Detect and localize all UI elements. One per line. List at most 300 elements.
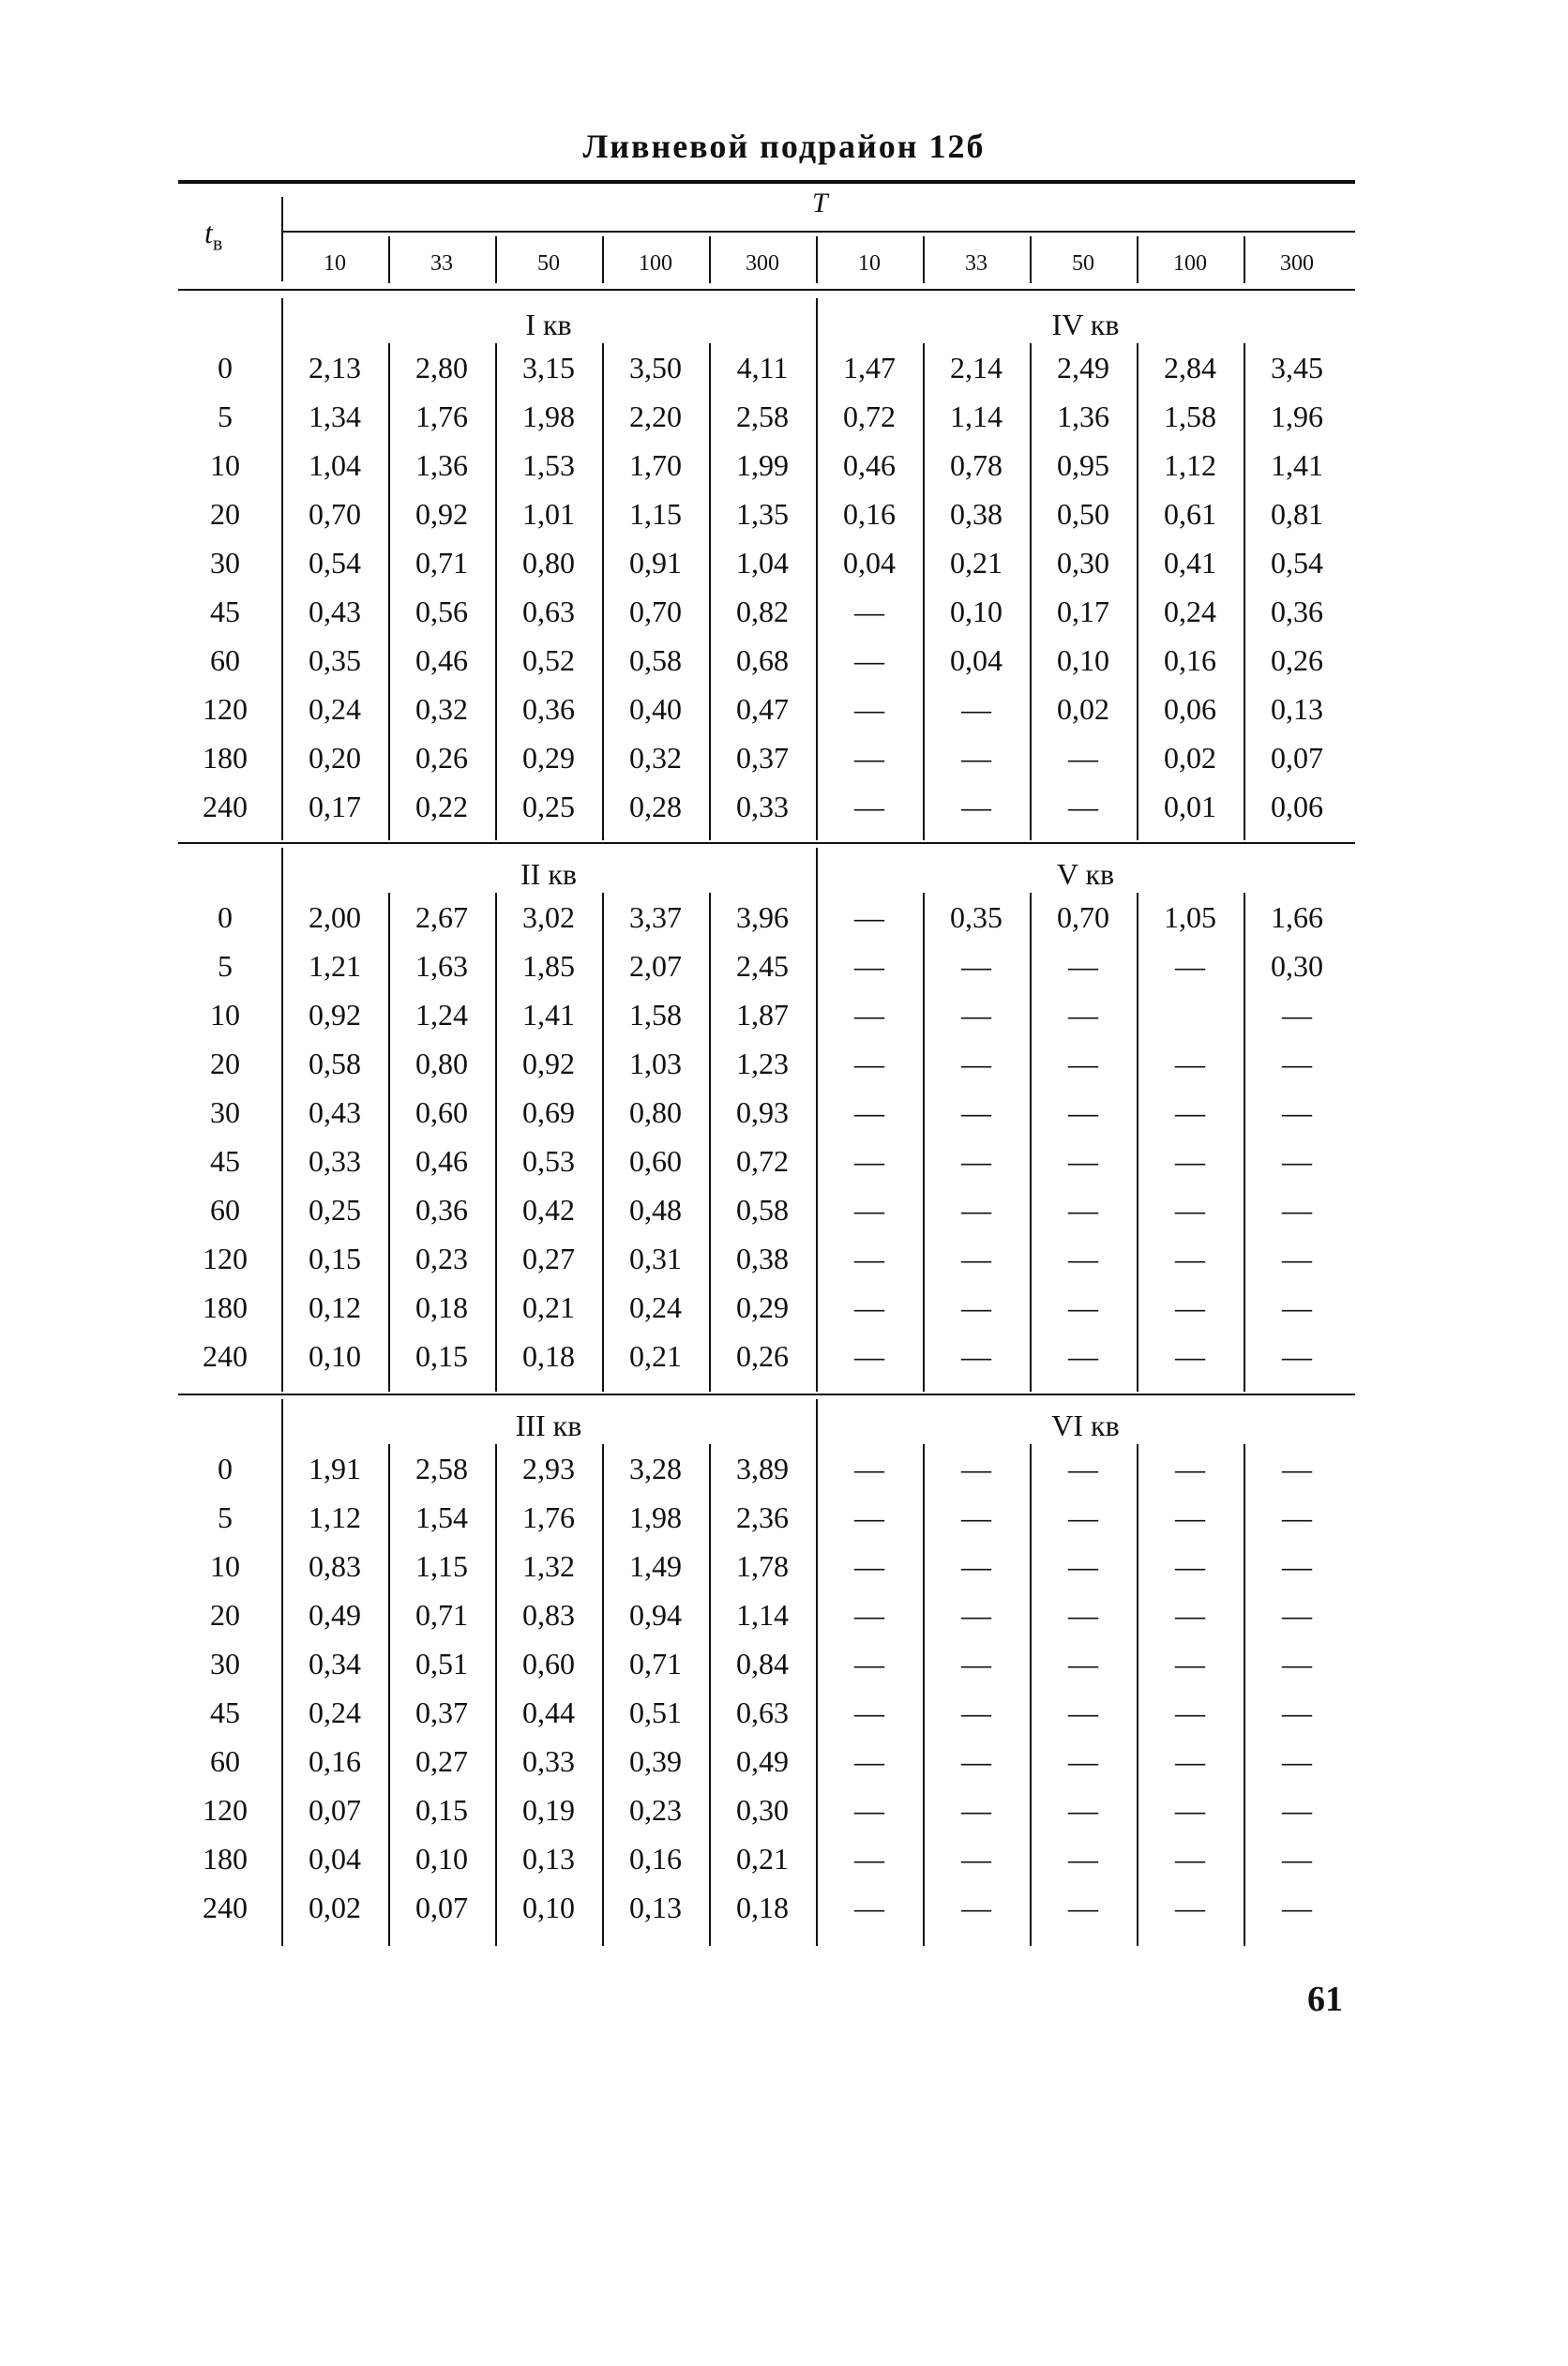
table-cell: 1,05 <box>1164 900 1216 934</box>
table-cell: — <box>1175 1598 1205 1632</box>
table-cell: 0,19 <box>522 1793 575 1827</box>
table-cell: 0,29 <box>522 741 575 775</box>
table-cell: — <box>961 741 991 775</box>
table-cell: 0,44 <box>522 1695 575 1729</box>
table-cell: — <box>961 1744 991 1778</box>
table-cell: 0,47 <box>736 692 789 726</box>
table-cell: 1,76 <box>415 399 468 433</box>
header-col-rule <box>816 236 818 283</box>
table-cell: — <box>854 1290 884 1324</box>
table-cell: 0,50 <box>1057 497 1109 531</box>
table-cell: — <box>854 741 884 775</box>
table-cell: 2,00 <box>309 900 361 934</box>
table-cell: 0,41 <box>1164 546 1216 580</box>
table-cell: — <box>854 1193 884 1227</box>
table-cell: 3,89 <box>736 1452 789 1485</box>
table-cell: 0,02 <box>1164 741 1216 775</box>
table-cell: 0,13 <box>629 1891 682 1924</box>
table-cell: 2,80 <box>415 351 468 384</box>
table-cell: 0,28 <box>629 790 682 823</box>
table-cell: 0,39 <box>629 1744 682 1778</box>
table-cell: — <box>1068 998 1098 1032</box>
table-cell: — <box>854 1891 884 1924</box>
table-cell: 0,06 <box>1271 790 1323 823</box>
table-cell: 3,45 <box>1271 351 1323 384</box>
table-cell: — <box>1068 1144 1098 1178</box>
table-cell: 0,91 <box>629 546 682 580</box>
table-cell: 0,80 <box>629 1095 682 1129</box>
table-cell: 0,69 <box>522 1095 575 1129</box>
table-cell: 0,68 <box>736 643 789 677</box>
table-cell: 1,15 <box>629 497 682 531</box>
table-cell: 0,21 <box>950 546 1003 580</box>
table-cell: 0,43 <box>309 1095 361 1129</box>
T-value-header: 300 <box>1280 251 1314 276</box>
table-cell: — <box>1068 1744 1098 1778</box>
table-cell: — <box>1282 1144 1312 1178</box>
table-cell: 1,96 <box>1271 399 1323 433</box>
row-t-value: 240 <box>203 790 248 823</box>
table-cell: — <box>1282 1891 1312 1924</box>
table-cell: — <box>854 1647 884 1680</box>
page-title: Ливневой подрайон 12б <box>582 128 986 165</box>
table-cell: 0,95 <box>1057 448 1109 482</box>
table-cell: — <box>854 949 884 983</box>
table-cell: 0,18 <box>736 1891 789 1924</box>
row-t-value: 10 <box>210 448 240 482</box>
table-cell: — <box>854 1695 884 1729</box>
table-cell: 2,14 <box>950 351 1003 384</box>
table-cell: 3,96 <box>736 900 789 934</box>
table-cell: 0,31 <box>629 1242 682 1275</box>
table-cell: — <box>1068 1647 1098 1680</box>
table-cell: 0,56 <box>415 595 468 628</box>
table-cell: — <box>961 1842 991 1876</box>
table-cell: — <box>961 998 991 1032</box>
table-cell: 1,87 <box>736 998 789 1032</box>
table-cell: — <box>961 1452 991 1485</box>
row-t-value: 10 <box>210 998 240 1032</box>
table-cell: 0,94 <box>629 1598 682 1632</box>
table-cell: — <box>961 1095 991 1129</box>
table-cell: 0,30 <box>736 1793 789 1827</box>
row-t-value: 180 <box>203 741 248 775</box>
table-cell: 0,32 <box>415 692 468 726</box>
block-separator-rule <box>178 842 1355 844</box>
table-cell: 0,27 <box>415 1744 468 1778</box>
table-cell: — <box>1175 1549 1205 1583</box>
table-cell: 0,60 <box>629 1144 682 1178</box>
table-cell: 0,46 <box>415 1144 468 1178</box>
table-cell: — <box>1175 949 1205 983</box>
table-cell: — <box>854 692 884 726</box>
table-cell: 0,63 <box>736 1695 789 1729</box>
table-cell: — <box>1068 1695 1098 1729</box>
table-cell: 0,34 <box>309 1647 361 1680</box>
table-cell: — <box>1175 1242 1205 1275</box>
table-cell: 0,10 <box>309 1339 361 1373</box>
table-cell: 0,26 <box>736 1339 789 1373</box>
table-cell: 0,51 <box>629 1695 682 1729</box>
table-cell: — <box>961 1290 991 1324</box>
table-cell: 1,04 <box>736 546 789 580</box>
table-cell: 0,36 <box>522 692 575 726</box>
table-cell: 3,02 <box>522 900 575 934</box>
table-cell: 0,16 <box>629 1842 682 1876</box>
row-t-value: 240 <box>203 1891 248 1924</box>
T-value-header: 33 <box>430 251 453 276</box>
table-cell: — <box>961 1339 991 1373</box>
table-cell: 0,25 <box>309 1193 361 1227</box>
header-bottom-rule <box>178 289 1355 291</box>
section-title-left: I кв <box>525 308 572 341</box>
header-col-rule <box>495 236 497 283</box>
T-value-header: 33 <box>965 251 988 276</box>
table-cell: 0,17 <box>1057 595 1109 628</box>
table-cell: 2,49 <box>1057 351 1109 384</box>
row-t-value: 240 <box>203 1339 248 1373</box>
table-cell: 0,60 <box>415 1095 468 1129</box>
table-cell: — <box>961 1793 991 1827</box>
row-t-value: 120 <box>203 692 248 726</box>
table-cell: — <box>1175 1290 1205 1324</box>
table-cell: 0,26 <box>415 741 468 775</box>
table-cell: 0,49 <box>736 1744 789 1778</box>
table-cell: — <box>1282 1500 1312 1534</box>
table-cell: 0,12 <box>309 1290 361 1324</box>
row-t-value: 60 <box>210 1744 240 1778</box>
table-cell: 1,14 <box>736 1598 789 1632</box>
table-cell: 0,29 <box>736 1290 789 1324</box>
table-cell: 0,22 <box>415 790 468 823</box>
table-cell: 3,37 <box>629 900 682 934</box>
table-cell: 0,43 <box>309 595 361 628</box>
table-cell: 1,47 <box>843 351 896 384</box>
table-cell: 1,53 <box>522 448 575 482</box>
table-cell: — <box>961 1193 991 1227</box>
row-t-value: 45 <box>210 1144 240 1178</box>
table-cell: — <box>1282 1695 1312 1729</box>
table-cell: — <box>1068 949 1098 983</box>
table-cell: — <box>1068 1793 1098 1827</box>
table-cell: — <box>854 998 884 1032</box>
table-cell: 1,36 <box>415 448 468 482</box>
table-cell: 0,27 <box>522 1242 575 1275</box>
table-cell: 0,40 <box>629 692 682 726</box>
table-cell: 0,54 <box>309 546 361 580</box>
table-cell: 0,54 <box>1271 546 1323 580</box>
table-cell: — <box>854 1242 884 1275</box>
table-cell: — <box>1175 1744 1205 1778</box>
table-cell: 0,24 <box>629 1290 682 1324</box>
row-t-value: 20 <box>210 1598 240 1632</box>
table-cell: 0,07 <box>1271 741 1323 775</box>
table-cell: 0,37 <box>736 741 789 775</box>
table-cell: 0,37 <box>415 1695 468 1729</box>
table-cell: 0,80 <box>415 1047 468 1080</box>
table-cell: — <box>1175 1339 1205 1373</box>
table-cell: 0,23 <box>415 1242 468 1275</box>
table-cell: 0,04 <box>309 1842 361 1876</box>
table-cell: — <box>1175 1647 1205 1680</box>
table-cell: 0,46 <box>415 643 468 677</box>
section-title-right: V кв <box>1056 857 1115 891</box>
table-cell: 0,36 <box>415 1193 468 1227</box>
table-cell: 0,51 <box>415 1647 468 1680</box>
table-cell: 4,11 <box>736 351 789 384</box>
table-cell: 0,33 <box>522 1744 575 1778</box>
table-cell: 1,35 <box>736 497 789 531</box>
table-cell: — <box>854 1744 884 1778</box>
table-cell: — <box>961 790 991 823</box>
row-t-value: 45 <box>210 595 240 628</box>
table-cell: 0,80 <box>522 546 575 580</box>
table-cell: 0,32 <box>629 741 682 775</box>
table-cell: 0,38 <box>950 497 1003 531</box>
table-cell: — <box>1175 1793 1205 1827</box>
table-cell: — <box>961 1500 991 1534</box>
table-cell: 0,61 <box>1164 497 1216 531</box>
header-col-rule <box>923 236 925 283</box>
table-cell: 0,36 <box>1271 595 1323 628</box>
table-cell: 1,03 <box>629 1047 682 1080</box>
table-cell: — <box>1068 1193 1098 1227</box>
table-cell: 0,15 <box>309 1242 361 1275</box>
table-cell: 1,54 <box>415 1500 468 1534</box>
table-cell: 1,49 <box>629 1549 682 1583</box>
table-cell: 2,36 <box>736 1500 789 1534</box>
table-cell: 3,28 <box>629 1452 682 1485</box>
table-cell: 2,20 <box>629 399 682 433</box>
table-cell: 0,71 <box>415 1598 468 1632</box>
table-cell: 0,18 <box>415 1290 468 1324</box>
T-value-header: 50 <box>1072 251 1094 276</box>
table-cell: 1,70 <box>629 448 682 482</box>
table-cell: 0,04 <box>843 546 896 580</box>
table-cell: 0,21 <box>736 1842 789 1876</box>
table-cell: — <box>854 643 884 677</box>
table-cell: 0,52 <box>522 643 575 677</box>
table-cell: 0,53 <box>522 1144 575 1178</box>
table-cell: 0,48 <box>629 1193 682 1227</box>
page-number: 61 <box>1307 1980 1343 2019</box>
row-t-value: 0 <box>218 900 233 934</box>
row-t-value: 0 <box>218 1452 233 1485</box>
table-cell: 0,16 <box>1164 643 1216 677</box>
table-cell: — <box>854 900 884 934</box>
table-cell: — <box>961 949 991 983</box>
table-cell: — <box>1175 1842 1205 1876</box>
table-cell: — <box>1068 1842 1098 1876</box>
table-cell: — <box>961 1647 991 1680</box>
table-top-rule <box>178 180 1355 184</box>
T-value-header: 10 <box>324 251 346 276</box>
table-cell: — <box>1282 1793 1312 1827</box>
table-cell: 0,71 <box>629 1647 682 1680</box>
table-cell: 0,21 <box>629 1339 682 1373</box>
T-value-header: 50 <box>537 251 560 276</box>
table-cell: 2,45 <box>736 949 789 983</box>
table-cell: — <box>1282 1842 1312 1876</box>
table-cell: 0,33 <box>736 790 789 823</box>
table-cell: 2,13 <box>309 351 361 384</box>
table-cell: — <box>1282 1598 1312 1632</box>
table-cell: 1,36 <box>1057 399 1109 433</box>
table-cell: 0,21 <box>522 1290 575 1324</box>
table-cell: 0,15 <box>415 1793 468 1827</box>
table-cell: 1,85 <box>522 949 575 983</box>
table-cell: — <box>1068 1598 1098 1632</box>
table-cell: 0,30 <box>1057 546 1109 580</box>
row-label-header <box>204 214 222 262</box>
table-cell: — <box>854 1095 884 1129</box>
row-t-value: 30 <box>210 1095 240 1129</box>
table-cell: 0,10 <box>950 595 1003 628</box>
table-cell: 1,98 <box>522 399 575 433</box>
table-cell: 0,13 <box>522 1842 575 1876</box>
table-cell: 0,16 <box>309 1744 361 1778</box>
row-t-value: 180 <box>203 1842 248 1876</box>
block-separator-rule <box>178 1394 1355 1395</box>
group-label-header: T <box>812 188 828 219</box>
table-cell: 0,25 <box>522 790 575 823</box>
row-t-value: 0 <box>218 351 233 384</box>
table-cell: 1,04 <box>309 448 361 482</box>
table-cell: 1,32 <box>522 1549 575 1583</box>
table-cell: 1,58 <box>629 998 682 1032</box>
table-cell: 1,23 <box>736 1047 789 1080</box>
table-cell: 1,41 <box>522 998 575 1032</box>
table-cell: 3,50 <box>629 351 682 384</box>
row-t-value: 60 <box>210 643 240 677</box>
table-cell: 0,10 <box>415 1842 468 1876</box>
row-t-value: 120 <box>203 1793 248 1827</box>
table-cell: 1,15 <box>415 1549 468 1583</box>
row-t-value: 10 <box>210 1549 240 1583</box>
header-col-rule <box>1244 236 1245 283</box>
table-cell: — <box>1175 1047 1205 1080</box>
table-cell: 0,16 <box>843 497 896 531</box>
table-cell: — <box>1068 1549 1098 1583</box>
table-cell: — <box>1068 1452 1098 1485</box>
header-col-rule <box>602 236 604 283</box>
table-cell: — <box>961 692 991 726</box>
table-cell: — <box>1282 1290 1312 1324</box>
table-cell: — <box>1282 1647 1312 1680</box>
table-cell: — <box>1282 1744 1312 1778</box>
table-cell: 0,70 <box>1057 900 1109 934</box>
table-cell: 0,63 <box>522 595 575 628</box>
table-cell: — <box>1175 1452 1205 1485</box>
table-cell: 0,24 <box>1164 595 1216 628</box>
table-cell: 1,98 <box>629 1500 682 1534</box>
row-t-value: 5 <box>218 949 233 983</box>
table-cell: — <box>1068 741 1098 775</box>
table-cell: — <box>1068 1500 1098 1534</box>
table-cell: — <box>1282 1095 1312 1129</box>
row-t-value: 45 <box>210 1695 240 1729</box>
table-cell: — <box>854 1500 884 1534</box>
table-cell: 0,35 <box>950 900 1003 934</box>
table-cell: — <box>854 1144 884 1178</box>
table-cell: — <box>1068 1047 1098 1080</box>
table-cell: — <box>1282 1193 1312 1227</box>
table-cell: 0,38 <box>736 1242 789 1275</box>
table-cell: 0,02 <box>309 1891 361 1924</box>
header-col-rule <box>1137 236 1138 283</box>
row-t-value: 180 <box>203 1290 248 1324</box>
row-label-sub: в <box>212 231 223 255</box>
table-cell: 0,70 <box>309 497 361 531</box>
table-cell: — <box>854 1452 884 1485</box>
table-cell: — <box>961 1549 991 1583</box>
table-cell: 0,42 <box>522 1193 575 1227</box>
table-cell: — <box>854 1339 884 1373</box>
row-t-value: 30 <box>210 546 240 580</box>
table-cell: 0,26 <box>1271 643 1323 677</box>
table-cell: — <box>961 1598 991 1632</box>
table-cell: 0,82 <box>736 595 789 628</box>
T-value-header: 10 <box>858 251 881 276</box>
table-cell: — <box>1068 1095 1098 1129</box>
table-cell: 3,15 <box>522 351 575 384</box>
table-cell: — <box>1175 1144 1205 1178</box>
table-cell: 1,41 <box>1271 448 1323 482</box>
table-cell: 1,78 <box>736 1549 789 1583</box>
table-cell: 0,84 <box>736 1647 789 1680</box>
table-cell: — <box>854 1793 884 1827</box>
header-col-rule <box>709 236 711 283</box>
table-cell: — <box>1282 1549 1312 1583</box>
table-cell: — <box>1175 1891 1205 1924</box>
table-cell: 0,92 <box>522 1047 575 1080</box>
table-cell: 0,92 <box>415 497 468 531</box>
section-title-left: III кв <box>515 1409 582 1442</box>
table-cell: 1,76 <box>522 1500 575 1534</box>
table-cell: 0,04 <box>950 643 1003 677</box>
row-t-value: 20 <box>210 497 240 531</box>
table-cell: 0,70 <box>629 595 682 628</box>
table-cell: — <box>1068 1339 1098 1373</box>
table-cell: 0,33 <box>309 1144 361 1178</box>
T-value-header: 300 <box>746 251 779 276</box>
table-cell: 0,17 <box>309 790 361 823</box>
table-cell: 0,10 <box>522 1891 575 1924</box>
table-cell: 0,71 <box>415 546 468 580</box>
table-cell: 2,67 <box>415 900 468 934</box>
table-cell: 1,24 <box>415 998 468 1032</box>
table-cell: 2,84 <box>1164 351 1216 384</box>
table-cell: — <box>1282 1047 1312 1080</box>
table-cell: 0,13 <box>1271 692 1323 726</box>
table-cell: 0,58 <box>629 643 682 677</box>
table-cell: 0,23 <box>629 1793 682 1827</box>
table-cell: 0,30 <box>1271 949 1323 983</box>
table-cell: 0,83 <box>309 1549 361 1583</box>
table-cell: — <box>854 1842 884 1876</box>
row-t-value: 5 <box>218 399 233 433</box>
table-cell: 0,20 <box>309 741 361 775</box>
header-col-rule <box>1030 236 1032 283</box>
table-cell: 0,24 <box>309 1695 361 1729</box>
table-cell: 1,91 <box>309 1452 361 1485</box>
table-cell: — <box>1068 1891 1098 1924</box>
table-cell: 1,58 <box>1164 399 1216 433</box>
section-title-right: IV кв <box>1051 308 1120 341</box>
table-cell: — <box>961 1695 991 1729</box>
table-cell: 0,02 <box>1057 692 1109 726</box>
table-cell: — <box>1175 1095 1205 1129</box>
